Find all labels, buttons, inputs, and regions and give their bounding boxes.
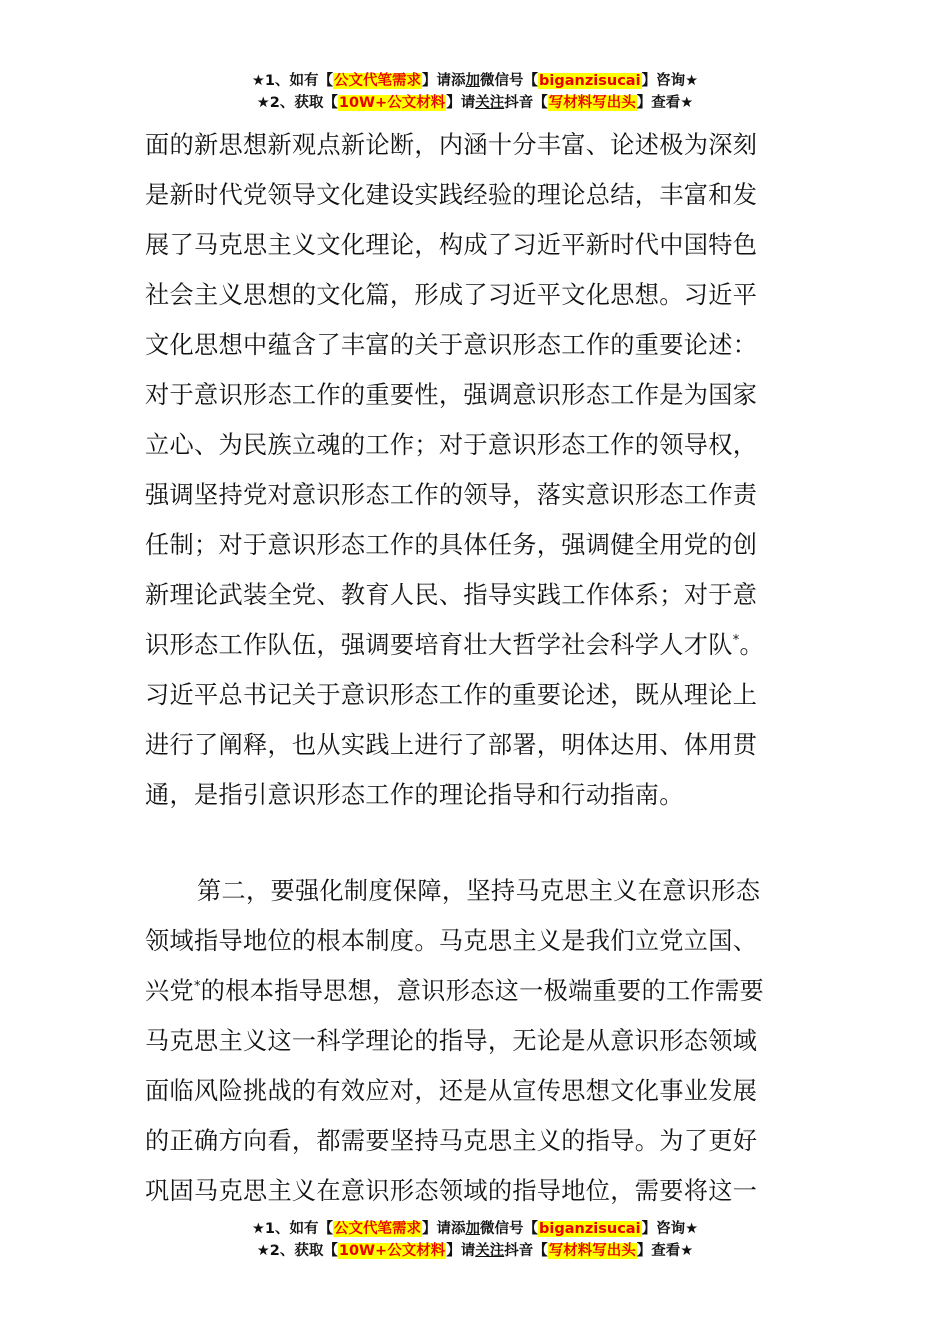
banner-text: 】请添: [422, 1221, 466, 1237]
text-line: 进行了阐释，也从实践上进行了部署，明体达用、体用贯: [145, 731, 758, 759]
text-line: 习近平总书记关于意识形态工作的重要论述，既从理论上: [145, 681, 758, 709]
underlined-text: 关注: [475, 1243, 505, 1259]
banner-text: ★1、如有【: [251, 1221, 334, 1237]
banner-text: ★1、如有【: [251, 73, 334, 89]
banner-text: ★2、获取【: [256, 95, 338, 111]
text-line: 对于意识形态工作的重要性，强调意识形态工作是为国家: [145, 381, 758, 409]
highlight-writing-service: 公文代笔需求: [334, 73, 422, 89]
text-line: 新理论武装全党、教育人民、指导实践工作体系；对于意: [145, 581, 758, 609]
highlight-writing-service: 公文代笔需求: [334, 1221, 422, 1237]
banner-text: 微信号【: [480, 73, 539, 89]
banner-text: 抖音【: [504, 1243, 548, 1259]
text-line: 任制；对于意识形态工作的具体任务，强调健全用党的创: [145, 531, 758, 559]
text-fragment: 识形态工作队伍，强调要培育壮大哲学社会科学人才队: [145, 631, 733, 659]
underlined-text: 加: [465, 73, 481, 89]
highlight-wechat-id: biganzisucai: [539, 73, 641, 89]
banner-text: 】请: [446, 1243, 476, 1259]
bottom-banner: [0, 1218, 950, 1262]
text-line: 的正确方向看，都需要坚持马克思主义的指导。为了更好: [145, 1127, 758, 1155]
banner-text: 微信号【: [480, 1221, 539, 1237]
banner-text: ★2、获取【: [256, 1243, 338, 1259]
text-line: 面的新思想新观点新论断，内涵十分丰富、论述极为深刻: [145, 131, 758, 159]
text-line: 通，是指引意识形态工作的理论指导和行动指南。: [145, 781, 684, 809]
paragraph-2: [145, 866, 810, 1216]
text-fragment: 的根本指导思想，意识形态这一极端重要的工作需要: [200, 977, 765, 1005]
underlined-text: 加: [465, 1221, 481, 1237]
banner-text: 】咨询★: [641, 1221, 699, 1237]
banner-text: 】咨询★: [641, 73, 699, 89]
top-banner: [0, 70, 950, 114]
paragraph-1: [145, 120, 810, 820]
highlight-materials: 10W+公文材料: [338, 1243, 446, 1259]
text-line: 面临风险挑战的有效应对，还是从宣传思想文化事业发展: [145, 1077, 758, 1105]
banner-text: 抖音【: [504, 95, 548, 111]
text-line: 巩固马克思主义在意识形态领域的指导地位，需要将这一: [145, 1177, 758, 1205]
underlined-text: 关注: [475, 95, 505, 111]
reference-mark: *: [193, 979, 201, 994]
text-line: 展了马克思主义文化理论，构成了习近平新时代中国特色: [145, 231, 758, 259]
highlight-douyin-account: 写材料写出头: [548, 1243, 636, 1259]
text-line: 第二，要强化制度保障，坚持马克思主义在意识形态: [197, 877, 761, 905]
banner-line-1: [0, 1218, 950, 1240]
banner-text: 】请添: [422, 73, 466, 89]
text-line: 是新时代党领导文化建设实践经验的理论总结，丰富和发: [145, 181, 758, 209]
text-line: 文化思想中蕴含了丰富的关于意识形态工作的重要论述：: [145, 331, 758, 359]
text-line: [145, 966, 810, 1016]
text-fragment: 。: [739, 631, 765, 659]
banner-text: 】查看★: [636, 95, 694, 111]
text-line: [145, 620, 810, 670]
text-line: 领域指导地位的根本制度。马克思主义是我们立党立国、: [145, 927, 758, 955]
text-line: 强调坚持党对意识形态工作的领导，落实意识形态工作责: [145, 481, 758, 509]
text-line: 立心、为民族立魂的工作；对于意识形态工作的领导权，: [145, 431, 758, 459]
reference-mark: *: [732, 633, 740, 648]
text-fragment: 兴党: [145, 977, 194, 1005]
banner-text: 】请: [446, 95, 476, 111]
banner-line-2: [0, 92, 950, 114]
text-line: 马克思主义这一科学理论的指导，无论是从意识形态领域: [145, 1027, 758, 1055]
banner-line-1: [0, 70, 950, 92]
text-line: 社会主义思想的文化篇，形成了习近平文化思想。习近平: [145, 281, 758, 309]
highlight-wechat-id: biganzisucai: [539, 1221, 641, 1237]
banner-text: 】查看★: [636, 1243, 694, 1259]
highlight-materials: 10W+公文材料: [338, 95, 446, 111]
highlight-douyin-account: 写材料写出头: [548, 95, 636, 111]
banner-line-2: [0, 1240, 950, 1262]
